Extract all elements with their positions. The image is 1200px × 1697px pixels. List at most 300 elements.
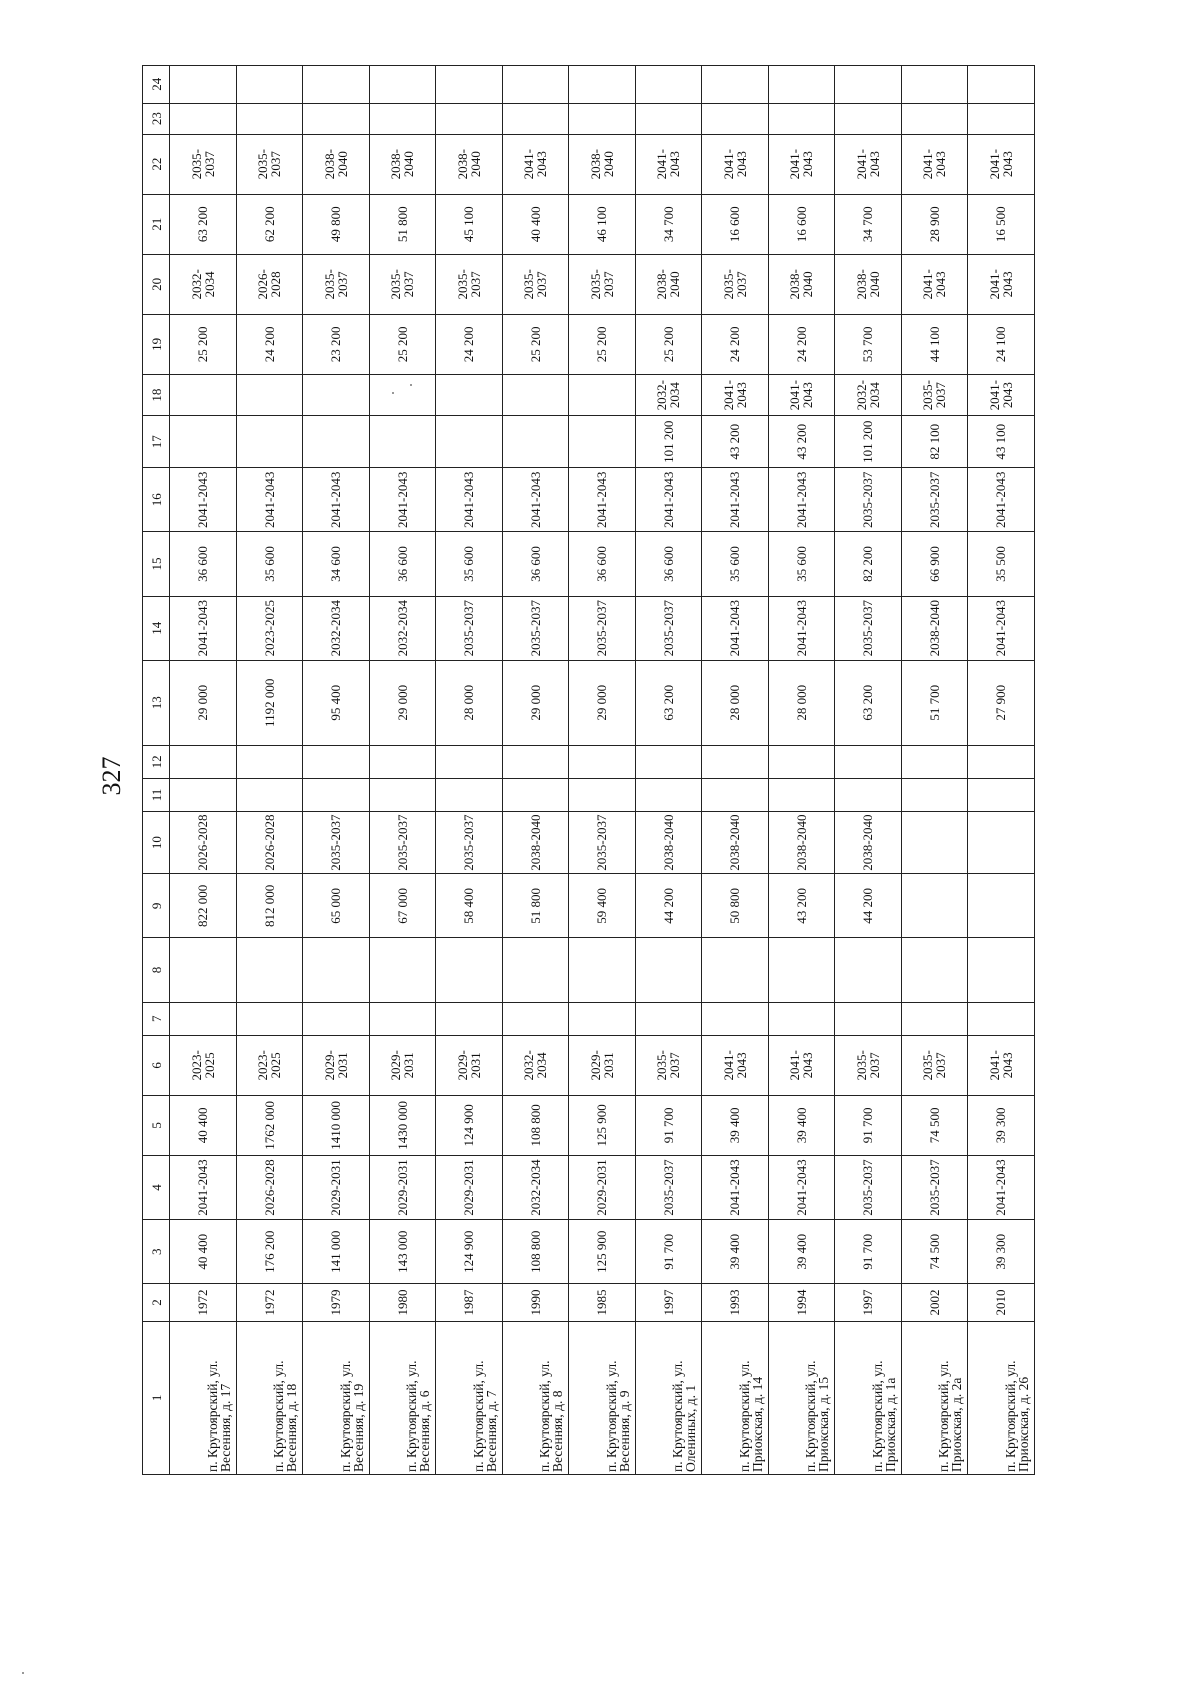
table-row [236, 66, 303, 1475]
table-cell [968, 103, 1035, 134]
table-cell: 1994 [768, 1284, 835, 1321]
table-cell: 25 200 [369, 314, 436, 374]
table-row [901, 66, 968, 1475]
table-cell: 58 400 [436, 874, 503, 938]
table-cell: 36 600 [635, 532, 702, 596]
table-cell: 2041-2043 [901, 254, 968, 314]
table-cell: 124 900 [436, 1220, 503, 1284]
address-cell: п. Крутоярский, ул. Олениных, д. 1 [635, 1321, 702, 1474]
table-cell: 40 400 [170, 1220, 237, 1284]
table-cell: 28 000 [702, 660, 769, 745]
column-header-3: 3 [143, 1220, 170, 1284]
table-cell: 2023-2025 [236, 1035, 303, 1095]
table-cell: 43 200 [768, 874, 835, 938]
table-cell [436, 66, 503, 104]
table-cell: 2035-2037 [835, 596, 902, 660]
table-cell: 1410 000 [303, 1095, 370, 1155]
table-cell: 2035-2037 [901, 1155, 968, 1219]
table-cell: 25 200 [635, 314, 702, 374]
table-row [835, 66, 902, 1475]
table-cell [502, 745, 569, 778]
table-cell: 108 800 [502, 1095, 569, 1155]
address-cell: п. Крутоярский, ул. Приокская, д. 26 [968, 1321, 1035, 1474]
table-cell [901, 1002, 968, 1035]
table-cell [170, 1002, 237, 1035]
table-cell: 2038-2040 [768, 812, 835, 874]
table-cell [702, 103, 769, 134]
table-cell: 51 800 [369, 194, 436, 254]
address-cell: п. Крутоярский, ул. Весенняя, д. 17 [170, 1321, 237, 1474]
table-cell: 2041-2043 [170, 596, 237, 660]
table-row [768, 66, 835, 1475]
table-cell [303, 416, 370, 468]
table-cell: 46 100 [569, 194, 636, 254]
table-row [436, 66, 503, 1475]
table-cell: 2038-2040 [502, 812, 569, 874]
table-cell: 44 200 [635, 874, 702, 938]
table-cell: 2029-2031 [569, 1035, 636, 1095]
table-cell: 822 000 [170, 874, 237, 938]
table-cell: 25 200 [569, 314, 636, 374]
table-cell: 34 700 [635, 194, 702, 254]
table-cell: 2041-2043 [768, 1155, 835, 1219]
table-cell [170, 745, 237, 778]
table-cell [702, 66, 769, 104]
table-cell: 39 400 [702, 1220, 769, 1284]
table-cell: 39 400 [768, 1095, 835, 1155]
address-cell: п. Крутоярский, ул. Приокская, д. 15 [768, 1321, 835, 1474]
table-cell: 2041-2043 [702, 1155, 769, 1219]
table-cell: 2002 [901, 1284, 968, 1321]
table-cell: 29 000 [369, 660, 436, 745]
table-cell [502, 938, 569, 1002]
table-cell: 176 200 [236, 1220, 303, 1284]
table-cell: 91 700 [835, 1220, 902, 1284]
column-header-11: 11 [143, 778, 170, 811]
table-cell [369, 103, 436, 134]
table-cell [768, 938, 835, 1002]
table-cell [968, 66, 1035, 104]
table-cell: 16 600 [768, 194, 835, 254]
table-cell: 2041-2043 [170, 468, 237, 532]
table-cell: 74 500 [901, 1220, 968, 1284]
table-cell [968, 812, 1035, 874]
table-cell [635, 103, 702, 134]
table-cell [835, 1002, 902, 1035]
table-cell: 2041-2043 [768, 1035, 835, 1095]
table-cell [702, 1002, 769, 1035]
table-cell: 63 200 [170, 194, 237, 254]
table-cell [835, 745, 902, 778]
table-cell [236, 66, 303, 104]
table-cell: 1762 000 [236, 1095, 303, 1155]
table-cell [901, 103, 968, 134]
table-cell: 35 600 [236, 532, 303, 596]
table-cell: 82 200 [835, 532, 902, 596]
table-cell [502, 778, 569, 811]
column-header-18: 18 [143, 374, 170, 415]
table-cell: 2041-2043 [369, 468, 436, 532]
table-cell: 1997 [635, 1284, 702, 1321]
table-cell [236, 416, 303, 468]
table-cell: 2032-2034 [502, 1155, 569, 1219]
table-row [170, 66, 237, 1475]
table-cell [569, 1002, 636, 1035]
table-cell: 63 200 [835, 660, 902, 745]
table-cell [569, 103, 636, 134]
page-number: 327 [97, 756, 126, 796]
address-cell: п. Крутоярский, ул. Весенняя, д. 7 [436, 1321, 503, 1474]
table-cell: 2038-2040 [369, 134, 436, 194]
table-cell: 39 400 [702, 1095, 769, 1155]
table-cell [768, 1002, 835, 1035]
table-cell: 43 200 [702, 416, 769, 468]
table-cell: 2041-2043 [502, 134, 569, 194]
table-cell: 2035-2037 [170, 134, 237, 194]
table-cell [702, 778, 769, 811]
table-cell: 53 700 [835, 314, 902, 374]
table-cell: 2041-2043 [702, 596, 769, 660]
table-cell: 2035-2037 [502, 254, 569, 314]
table-cell: 2041-2043 [170, 1155, 237, 1219]
table-cell [303, 778, 370, 811]
table-cell: 51 700 [901, 660, 968, 745]
table-cell: 2038-2040 [768, 254, 835, 314]
table-cell: 39 300 [968, 1220, 1035, 1284]
table-cell [170, 66, 237, 104]
column-header-14: 14 [143, 596, 170, 660]
table-cell: 39 400 [768, 1220, 835, 1284]
column-header-1: 1 [143, 1321, 170, 1474]
table-cell [635, 1002, 702, 1035]
table-cell [569, 66, 636, 104]
table-cell [569, 745, 636, 778]
table-cell: 812 000 [236, 874, 303, 938]
table-cell: 28 900 [901, 194, 968, 254]
table-cell: 101 200 [835, 416, 902, 468]
table-cell: 1979 [303, 1284, 370, 1321]
table-cell [968, 778, 1035, 811]
table-cell [236, 745, 303, 778]
table-cell: 1997 [835, 1284, 902, 1321]
table-cell: 2041-2043 [901, 134, 968, 194]
table-cell: 2029-2031 [436, 1035, 503, 1095]
table-cell: 2026-2028 [236, 254, 303, 314]
table-cell [835, 66, 902, 104]
table-cell [569, 374, 636, 415]
table-cell: 2041-2043 [968, 1035, 1035, 1095]
table-cell: 2035-2037 [901, 1035, 968, 1095]
table-cell [768, 66, 835, 104]
table-cell: 2035-2037 [635, 596, 702, 660]
table-cell: 49 800 [303, 194, 370, 254]
table-cell: 2029-2031 [369, 1035, 436, 1095]
table-cell: 2029-2031 [569, 1155, 636, 1219]
address-cell: п. Крутоярский, ул. Приокская, д. 14 [702, 1321, 769, 1474]
column-header-8: 8 [143, 938, 170, 1002]
table-cell: 1972 [170, 1284, 237, 1321]
table-cell: 2041-2043 [436, 468, 503, 532]
table-cell: 1192 000 [236, 660, 303, 745]
table-cell: 2038-2040 [635, 812, 702, 874]
column-header-15: 15 [143, 532, 170, 596]
table-cell: 1430 000 [369, 1095, 436, 1155]
table-cell: 36 600 [369, 532, 436, 596]
table-cell: 2041-2043 [768, 596, 835, 660]
table-cell: 125 900 [569, 1095, 636, 1155]
table-cell: 2041-2043 [236, 468, 303, 532]
table-cell: 2038-2040 [436, 134, 503, 194]
table-cell [835, 778, 902, 811]
table-cell: 23 200 [303, 314, 370, 374]
table-cell [768, 103, 835, 134]
table-cell: 2035-2037 [569, 596, 636, 660]
table-cell [901, 745, 968, 778]
table-cell [901, 778, 968, 811]
table-cell: 2041-2043 [702, 374, 769, 415]
table-cell: 35 600 [702, 532, 769, 596]
table-cell [369, 778, 436, 811]
table-cell: 28 000 [436, 660, 503, 745]
column-header-13: 13 [143, 660, 170, 745]
table-cell: 2041-2043 [303, 468, 370, 532]
table-cell [502, 374, 569, 415]
table-cell: 24 200 [768, 314, 835, 374]
column-header-19: 19 [143, 314, 170, 374]
table-cell: 2035-2037 [569, 254, 636, 314]
table-row [369, 66, 436, 1475]
table-cell: 24 200 [702, 314, 769, 374]
table-cell: 2041-2043 [968, 374, 1035, 415]
table-cell [569, 416, 636, 468]
table-cell: 2035-2037 [835, 468, 902, 532]
rotated-table-container [142, 65, 1032, 1475]
table-cell [502, 416, 569, 468]
table-cell: 2041-2043 [635, 134, 702, 194]
table-cell: 59 400 [569, 874, 636, 938]
column-header-20: 20 [143, 254, 170, 314]
table-cell: 125 900 [569, 1220, 636, 1284]
table-cell: 2041-2043 [968, 254, 1035, 314]
table-cell: 2032-2034 [635, 374, 702, 415]
table-cell: 50 800 [702, 874, 769, 938]
table-cell [170, 416, 237, 468]
table-cell: 95 400 [303, 660, 370, 745]
table-cell: 16 500 [968, 194, 1035, 254]
table-cell [369, 66, 436, 104]
table-cell [569, 938, 636, 1002]
address-cell: п. Крутоярский, ул. Весенняя, д. 18 [236, 1321, 303, 1474]
table-cell: 2041-2043 [968, 596, 1035, 660]
table-body [170, 66, 1035, 1475]
table-cell: 65 000 [303, 874, 370, 938]
table-row [968, 66, 1035, 1475]
table-cell [369, 416, 436, 468]
table-cell: 2035-2037 [236, 134, 303, 194]
table-cell [236, 374, 303, 415]
column-header-16: 16 [143, 468, 170, 532]
table-cell: 2026-2028 [236, 1155, 303, 1219]
table-cell: 2041-2043 [835, 134, 902, 194]
table-cell: 124 900 [436, 1095, 503, 1155]
table-cell: 2041-2043 [502, 468, 569, 532]
address-cell: п. Крутоярский, ул. Приокская, д. 2а [901, 1321, 968, 1474]
table-cell [502, 103, 569, 134]
table-cell: 2035-2037 [835, 1035, 902, 1095]
table-cell: 2026-2028 [170, 812, 237, 874]
address-cell: п. Крутоярский, ул. Приокская, д. 1а [835, 1321, 902, 1474]
table-cell [236, 778, 303, 811]
table-cell [303, 938, 370, 1002]
table-cell: 2023-2025 [170, 1035, 237, 1095]
table-cell: 29 000 [170, 660, 237, 745]
table-cell [768, 778, 835, 811]
table-cell [303, 1002, 370, 1035]
table-cell [236, 103, 303, 134]
column-header-4: 4 [143, 1155, 170, 1219]
table-cell: 91 700 [835, 1095, 902, 1155]
table-cell [369, 374, 436, 415]
table-cell [901, 938, 968, 1002]
table-cell: 2035-2037 [369, 254, 436, 314]
table-cell [303, 103, 370, 134]
table-cell [170, 938, 237, 1002]
table-cell [569, 778, 636, 811]
table-cell: 1972 [236, 1284, 303, 1321]
table-cell: 91 700 [635, 1095, 702, 1155]
table-cell: 2035-2037 [303, 254, 370, 314]
table-cell [303, 745, 370, 778]
table-cell: 2035-2037 [901, 374, 968, 415]
table-cell: 36 600 [569, 532, 636, 596]
table-cell: 141 000 [303, 1220, 370, 1284]
table-cell: 40 400 [170, 1095, 237, 1155]
column-header-12: 12 [143, 745, 170, 778]
table-cell [436, 416, 503, 468]
table-cell: 2023-2025 [236, 596, 303, 660]
column-header-6: 6 [143, 1035, 170, 1095]
table-cell: 2032-2034 [170, 254, 237, 314]
table-cell [436, 1002, 503, 1035]
table-cell [901, 874, 968, 938]
table-cell: 143 000 [369, 1220, 436, 1284]
table-cell [502, 66, 569, 104]
table-cell: 2041-2043 [702, 134, 769, 194]
table-cell: 43 100 [968, 416, 1035, 468]
table-cell [170, 778, 237, 811]
table-cell: 28 000 [768, 660, 835, 745]
table-cell: 2038-2040 [702, 812, 769, 874]
table-row [702, 66, 769, 1475]
table-cell [968, 1002, 1035, 1035]
table-cell [502, 1002, 569, 1035]
table-cell: 2029-2031 [436, 1155, 503, 1219]
table-cell: 44 100 [901, 314, 968, 374]
column-header-2: 2 [143, 1284, 170, 1321]
table-cell: 2029-2031 [303, 1155, 370, 1219]
table-cell [369, 745, 436, 778]
table-cell: 62 200 [236, 194, 303, 254]
table-cell: 36 600 [502, 532, 569, 596]
table-row [303, 66, 370, 1475]
table-cell: 2041-2043 [768, 134, 835, 194]
table-cell: 40 400 [502, 194, 569, 254]
table-cell: 16 600 [702, 194, 769, 254]
table-cell: 2032-2034 [835, 374, 902, 415]
table-cell: 82 100 [901, 416, 968, 468]
table-cell: 2032-2034 [369, 596, 436, 660]
table-cell: 66 900 [901, 532, 968, 596]
column-header-23: 23 [143, 103, 170, 134]
table-cell [901, 812, 968, 874]
column-header-17: 17 [143, 416, 170, 468]
table-cell [635, 66, 702, 104]
table-cell: 2035-2037 [303, 812, 370, 874]
table-cell: 2041-2043 [968, 134, 1035, 194]
table-cell [170, 374, 237, 415]
table-cell [968, 874, 1035, 938]
table-cell [436, 374, 503, 415]
table-cell: 2041-2043 [768, 468, 835, 532]
table-cell [635, 778, 702, 811]
table-cell: 51 800 [502, 874, 569, 938]
table-cell: 1980 [369, 1284, 436, 1321]
table-cell [635, 745, 702, 778]
table-cell: 2038-2040 [901, 596, 968, 660]
table-cell [170, 103, 237, 134]
table-cell: 1990 [502, 1284, 569, 1321]
table-cell: 2035-2037 [436, 254, 503, 314]
table-cell: 2038-2040 [303, 134, 370, 194]
scan-speck [22, 1672, 24, 1674]
table-cell [369, 938, 436, 1002]
table-cell [236, 938, 303, 1002]
table-cell: 2035-2037 [569, 812, 636, 874]
table-cell: 34 700 [835, 194, 902, 254]
table-cell: 2041-2043 [635, 468, 702, 532]
table-cell: 1985 [569, 1284, 636, 1321]
column-header-9: 9 [143, 874, 170, 938]
table-cell: 2035-2037 [835, 1155, 902, 1219]
table-cell [768, 745, 835, 778]
table-cell: 2038-2040 [835, 812, 902, 874]
column-header-24: 24 [143, 66, 170, 104]
column-header-7: 7 [143, 1002, 170, 1035]
table-cell: 74 500 [901, 1095, 968, 1155]
table-cell: 91 700 [635, 1220, 702, 1284]
address-cell: п. Крутоярский, ул. Весенняя, д. 9 [569, 1321, 636, 1474]
table-cell: 39 300 [968, 1095, 1035, 1155]
table-cell: 63 200 [635, 660, 702, 745]
table-cell [702, 938, 769, 1002]
table-cell: 2026-2028 [236, 812, 303, 874]
table-cell: 44 200 [835, 874, 902, 938]
table-cell: 25 200 [502, 314, 569, 374]
table-cell: 1993 [702, 1284, 769, 1321]
table-cell: 2041-2043 [768, 374, 835, 415]
scan-speck [410, 384, 412, 386]
table-cell: 2032-2034 [502, 1035, 569, 1095]
table-cell: 2035-2037 [502, 596, 569, 660]
table-cell: 27 900 [968, 660, 1035, 745]
column-header-5: 5 [143, 1095, 170, 1155]
address-cell: п. Крутоярский, ул. Весенняя, д. 8 [502, 1321, 569, 1474]
table-cell: 24 200 [236, 314, 303, 374]
table-cell [436, 778, 503, 811]
table-cell [436, 103, 503, 134]
table-cell [968, 745, 1035, 778]
table-cell: 2038-2040 [835, 254, 902, 314]
